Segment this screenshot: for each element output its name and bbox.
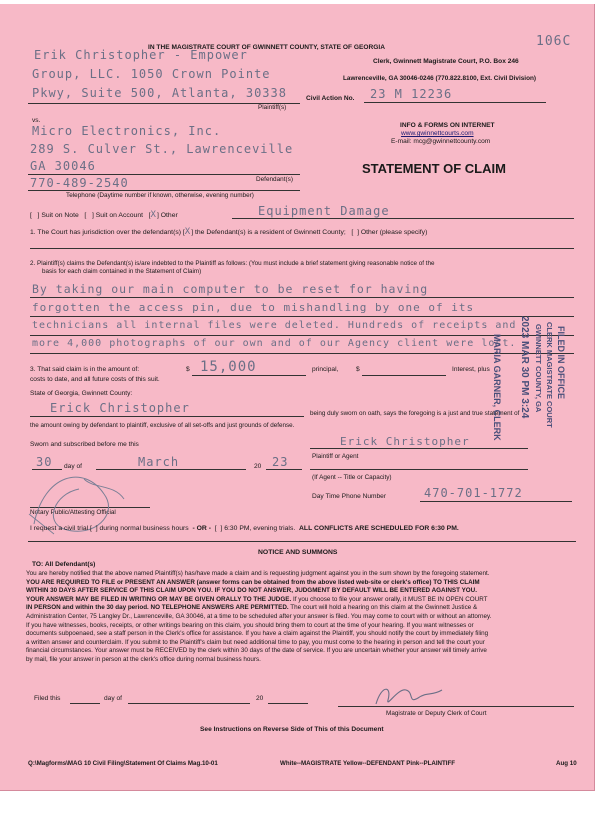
plaintiff-agent-label: Plaintiff or Agent <box>312 453 359 460</box>
plaintiff-signature: Erick Christopher <box>340 435 470 448</box>
trial-conflicts: ALL CONFLICTS ARE SCHEDULED FOR 6:30 PM. <box>299 525 459 532</box>
other-check-mark: X <box>150 210 157 220</box>
civil-action-number: 23 M 12236 <box>370 87 453 101</box>
clerk-label: Magistrate or Deputy Clerk of Court <box>386 710 487 717</box>
claim-line-1: By taking our main computer to be reset for having <box>32 282 429 296</box>
defendant-label: Defendant(s) <box>256 176 293 183</box>
item-2-text-1: 2. Plaintiff(s) claims the Defendant(s) is/are indebted to the Plaintiff as follows: (You must include a brief statement giving reasonable notice of the <box>30 260 435 267</box>
claim-line-2: forgotten the access pin, due to mishandling by one of its <box>32 301 475 314</box>
stamp-line-2: CLERK MAGISTRATE COURT <box>545 322 554 428</box>
trial-evening: 6:30 PM, evening trials. <box>224 525 296 532</box>
summons-p9: a written answer and counterclaim. If you submit to the Plaintiff's claim but need additional time to pay, you must come to the hearing in person and tell the court your <box>26 638 485 646</box>
agent-title-label: (If Agent -- Title or Capacity) <box>312 474 392 481</box>
summons-p6: Administration Center, 75 Langley Dr., Lawrenceville, GA 30046, at a time to be scheduled after your answer is filed. You may come to court with or without an attorney. <box>26 612 492 620</box>
stamp-date: 2023 MAR 30 PM 3:24 <box>519 316 530 419</box>
sworn-day: 30 <box>36 455 53 469</box>
other-value: Equipment Damage <box>258 204 390 218</box>
sworn-text-1: being duly sworn on oath, says the foregoing is a just and true statement of <box>310 410 520 417</box>
stamp-line-3: GWINNETT COUNTY, GA <box>534 324 543 413</box>
resident-text: the Defendant(s) is a resident of Gwinnett County; <box>194 229 346 236</box>
item-1: 1. The Court has jurisdiction over the defendant(s) [X] the Defendant(s) is a resident of Gwinnett County; [ ] Other (please specify) <box>30 227 428 237</box>
claim-form-sheet <box>0 4 595 791</box>
day-phone-value: 470-701-1772 <box>424 486 523 500</box>
item-2-text-2: basis for each claim contained in the Statement of Claim) <box>42 268 202 275</box>
filed-day-label: day of <box>104 695 122 702</box>
summons-p10: financial circumstances. Your answer must be RECEIVED by the clerk within 30 days of the date of service. If you are uncertain whether your answer will timely arrive <box>26 647 487 655</box>
principal-label: principal, <box>312 366 339 373</box>
summons-p11: by mail, file your answer in person at the clerk's office during normal business hours. <box>26 655 261 663</box>
plaintiff-line-1: Erik Christopher - Empower <box>34 48 248 62</box>
summons-p5a: IN PERSON and within the 30 day period. NO TELEPHONE ANSWERS ARE PERMITTED. <box>26 604 289 612</box>
summons-p4a: YOUR ANSWER MAY BE FILED IN WRITING OR MAY BE GIVEN ORALLY TO THE JUDGE. <box>26 595 292 603</box>
sworn-text-2: the amount owing by defendant to plaintiff, exclusive of all set-offs and just grounds of defense. <box>30 422 295 429</box>
sworn-before-label: Sworn and subscribed before me this <box>30 441 139 448</box>
clerk-line: Clerk, Gwinnett Magistrate Court, P.O. Box 246 <box>373 58 519 65</box>
trial-row: I request a civil trial [ ] during normal business hours - OR - [ ] 6:30 PM, evening trials. ALL CONFLICTS ARE SCHEDULED FOR 6:30 PM. <box>30 525 459 532</box>
info-title: INFO & FORMS ON INTERNET <box>400 122 495 129</box>
day-phone-label: Day Time Phone Number <box>312 493 387 500</box>
interest-label: Interest, plus <box>452 366 490 373</box>
claim-line-3: technicians all internal files were deleted. Hundreds of receipts and <box>32 320 517 331</box>
summons-p1: You are hereby notified that the above named Plaintiff(s) has/have made a claim and is requesting judgment against you in the sum shown by the foregoing statement. <box>26 570 490 577</box>
resident-check-mark: X <box>184 227 192 237</box>
filed-year-prefix: 20 <box>256 695 264 702</box>
stamp-line-1: FILED IN OFFICE <box>556 326 566 399</box>
defendant-phone: 770-489-2540 <box>30 176 129 190</box>
form-title: STATEMENT OF CLAIM <box>362 161 506 176</box>
defendant-line-1: Micro Electronics, Inc. <box>32 124 222 138</box>
summons-p5b: The court will hold a hearing on this claim at the Gwinnett Justice & <box>288 604 478 612</box>
clerk-address: Lawrenceville, GA 30046-0246 (770.822.8100, Ext. Civil Division) <box>343 75 537 82</box>
interest-currency: $ <box>356 366 360 373</box>
suit-type-row: [ ] Suit on Note [ ] Suit on Account [X] Other <box>30 210 178 220</box>
plaintiff-line-2: Group, LLC. 1050 Crown Pointe <box>32 67 271 81</box>
jurisdiction-text: 1. The Court has jurisdiction over the defendant(s) <box>30 229 181 236</box>
notary-label: Notary Public/Attesting Official <box>30 509 116 516</box>
day-of-label: day of <box>64 463 82 470</box>
year-prefix: 20 <box>254 463 262 470</box>
summons-p2: YOU ARE REQUIRED TO FILE or PRESENT AN ANSWER (answer forms can be obtained from the above listed web-site or clerk's office) TO THIS CLAIM <box>26 578 480 586</box>
trial-or: - OR - <box>192 525 211 532</box>
footer-date: Aug 10 <box>556 760 577 767</box>
plaintiff-line-3: Pkwy, Suite 500, Atlanta, 30338 <box>32 86 287 100</box>
summons-p4b: If you choose to file your answer orally, it MUST BE IN OPEN COURT <box>291 595 488 603</box>
sworn-year: 23 <box>272 455 289 469</box>
summons-p8: documents subpoenaed, see a staff person in the Clerk's office for assistance. If you have a claim against the Plaintiff, you should notify the court by immediately filing <box>26 630 489 638</box>
footer-copies: White--MAGISTRATE Yellow--DEFENDANT Pink--PLAINTIFF <box>280 760 456 767</box>
filed-label: Filed this <box>34 695 61 702</box>
summons-p7: If you have witnesses, books, receipts, or other writings bearing on this claim, you should bring them to court at the time of your hearing. If you want witnesses or <box>26 621 474 629</box>
stamp-clerk: MARIA GARNER, CLERK <box>492 334 502 441</box>
defendant-line-3: GA 30046 <box>30 159 96 173</box>
summons-body <box>26 570 586 665</box>
email-link[interactable]: E-mail: mcg@gwinnettcounty.com <box>391 138 491 145</box>
trial-request: I request a civil trial <box>30 525 89 532</box>
state-county: State of Georgia, Gwinnett County: <box>30 390 133 397</box>
civil-action-label: Civil Action No. <box>306 95 355 102</box>
principal-amount: 15,000 <box>200 359 257 375</box>
defendant-line-2: 289 S. Culver St., Lawrenceville <box>30 142 294 156</box>
other-label: Other <box>160 212 178 219</box>
corner-note: 106C <box>536 34 572 49</box>
claim-line-4: more 4,000 photographs of our own and of our Agency client were lost. <box>32 338 517 349</box>
costs-text: costs to date, and all future costs of this suit. <box>30 376 160 383</box>
principal-currency: $ <box>186 366 190 373</box>
footer-path: Q:\Magforms\MAG 10 Civil Filing\Statement Of Claims Mag.10-01 <box>28 760 218 767</box>
telephone-label: Telephone (Daytime number if known, otherwise, evening number) <box>66 192 254 199</box>
sworn-month: March <box>138 455 180 469</box>
court-title: IN THE MAGISTRATE COURT OF GWINNETT COUNTY, STATE OF GEORGIA <box>148 44 385 51</box>
plaintiff-label: Plaintiff(s) <box>258 104 287 111</box>
suit-on-account-label: Suit on Account <box>95 212 143 219</box>
vs-label: vs. <box>32 117 41 124</box>
reverse-instructions: See Instructions on Reverse Side of This of this Document <box>200 726 384 733</box>
summons-p3: WITHIN 30 DAYS AFTER SERVICE OF THIS CLAIM UPON YOU. IF YOU DO NOT ANSWER, JUDGMENT BY DEFAULT WILL BE ENTERED AGAINST YOU. <box>26 587 477 595</box>
other-specify-text: Other (please specify) <box>360 229 428 236</box>
summons-to: TO: All Defendant(s) <box>32 561 96 568</box>
item-3-text: 3. That said claim is in the amount of: <box>30 366 140 373</box>
summons-title: NOTICE AND SUMMONS <box>258 549 338 556</box>
suit-on-note-label: Suit on Note <box>41 212 79 219</box>
trial-during: during normal business hours <box>99 525 189 532</box>
affiant-signature: Erick Christopher <box>50 401 190 415</box>
website-link[interactable]: www.gwinnettcourts.com <box>401 130 474 137</box>
